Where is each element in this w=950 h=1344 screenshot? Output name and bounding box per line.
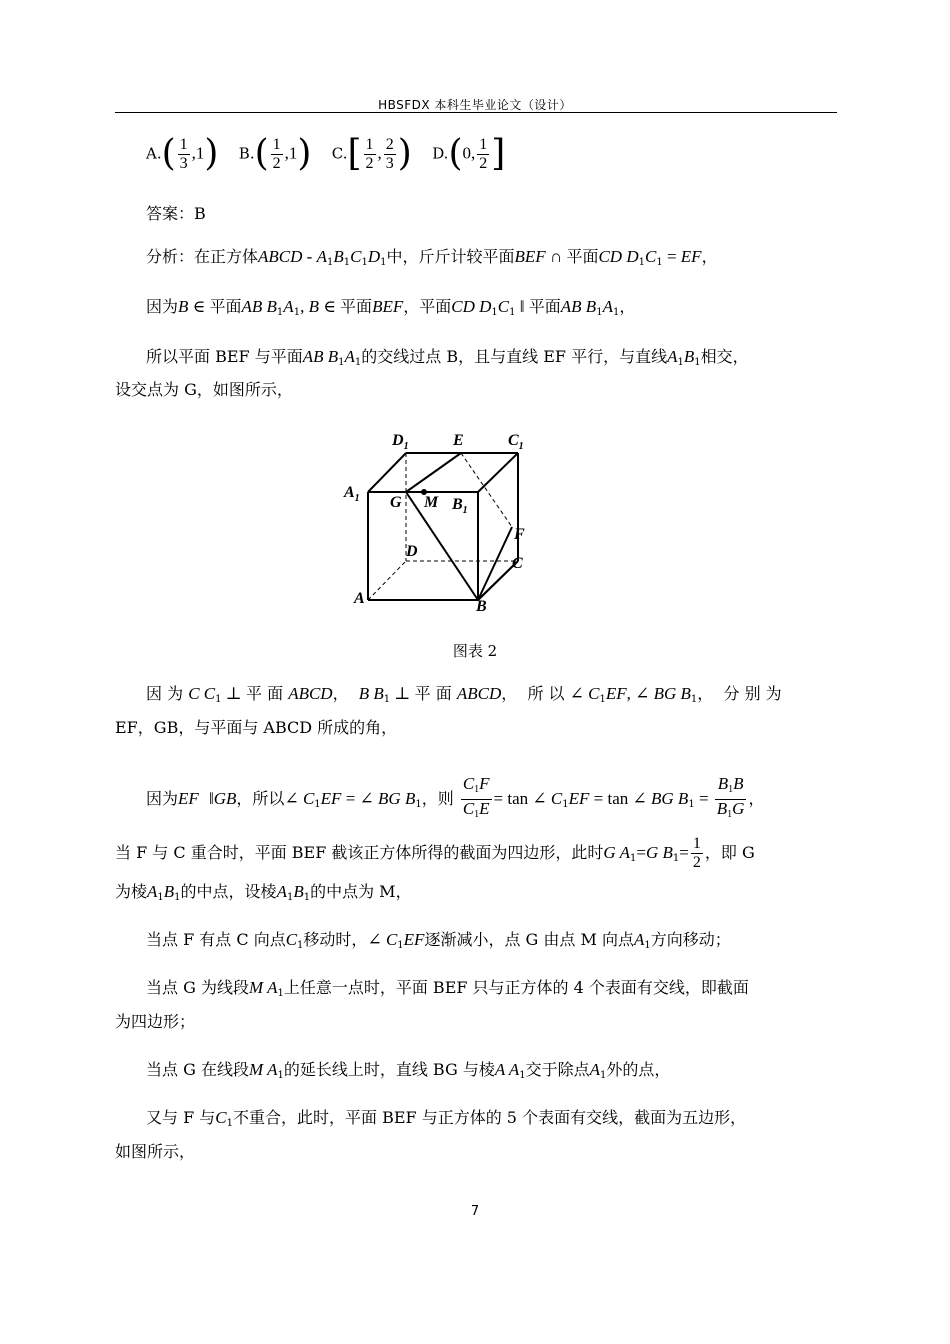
option-a-label: A. xyxy=(146,144,162,163)
header-rule xyxy=(115,112,837,113)
body-line-9: 当点 G 在线段M $A_1$的延长线上时，直线 BG 与棱A $A_1$交于除点$A_1$外的点， xyxy=(146,1060,671,1081)
analysis-line-2: 因为B ∈ 平面AB $B_1A_1$, B ∈ 平面BEF，平面CD $D_1C_1$ ‖ 平面AB $B_1A_1$， xyxy=(146,297,636,318)
label-f: F xyxy=(514,526,525,543)
label-a: A xyxy=(354,590,365,607)
body-line-1: 因 为 C $C_1$ ⊥ 平 面 ABCD， B $B_1$ ⊥ 平 面 ABCD， 所 以 ∠ $C_1EF$, ∠ BG $B_1$， 分 别 为 xyxy=(146,684,782,705)
option-b-fraction: $\frac{1}{2}$ xyxy=(272,135,281,172)
body-line-7: 当点 G 为线段M $A_1$上任意一点时，平面 BEF 只与正方体的 4 个表面有交线，即截面 xyxy=(146,978,749,999)
label-c: C xyxy=(512,555,523,572)
label-d: D xyxy=(406,543,418,560)
option-a-fraction: $\frac{1}{3}$ xyxy=(179,135,188,172)
label-e: E xyxy=(453,432,464,449)
option-c-label: C. xyxy=(331,144,348,163)
label-b: B xyxy=(476,598,487,615)
body-line-5: 为棱$A_1B_1$的中点，设棱$A_1B_1$的中点为 M， xyxy=(115,882,412,903)
label-a1: $A_1$ xyxy=(344,484,360,504)
page-number: 7 xyxy=(470,1204,480,1219)
edge-ad-hidden xyxy=(368,561,406,600)
label-m: M xyxy=(424,494,439,511)
label-d1: $D_1$ xyxy=(392,432,409,452)
body-line-10: 又与 F 与$C_1$不重合，此时，平面 BEF 与正方体的 5 个表面有交线，截面为五边形， xyxy=(146,1108,747,1129)
body-line-8: 为四边形； xyxy=(115,1012,196,1031)
analysis-line-3: 所以平面 BEF 与平面AB $B_1A_1$的交线过点 B，且与直线 EF 平行，与直线$A_1B_1$相交， xyxy=(146,347,749,368)
body-line-6: 当点 F 有点 C 向点$C_1$移动时，∠ $C_1EF$逐渐减小，点 G 由点 M 向点$A_1$方向移动； xyxy=(146,930,731,951)
edge-b1c1 xyxy=(478,453,518,492)
option-d-label: D. xyxy=(432,144,449,163)
line-ge xyxy=(406,453,461,492)
analysis-line-4: 设交点为 G，如图所示， xyxy=(115,380,293,399)
option-b-label: B. xyxy=(238,144,255,163)
answer-line: 答案：B xyxy=(146,204,206,223)
body-line-11: 如图所示， xyxy=(115,1142,196,1161)
label-g: G xyxy=(390,494,402,511)
figure-caption: 图表 2 xyxy=(452,642,498,660)
line-ef-hidden xyxy=(461,453,512,527)
options-line: A.( $\frac{1}{3}$ ,1) B.( $\frac{1}{2}$ ,1) C.[ $\frac{1}{2}$ , $\frac{2}{3}$ ) D.(0, $\frac{1}{2}$ ] xyxy=(146,133,506,174)
body-line-3: 因为EF ‖GB，所以∠ $C_1EF$ = ∠ BG $B_1$，则 $\frac{C_1F}{C_1E}$ = tan ∠ $C_1EF = \tan$ ∠ BG $B_1$ = $\frac{B_1B}{B_1G}$ ， xyxy=(146,774,765,820)
label-b1: $B_1$ xyxy=(452,496,468,516)
cube-figure xyxy=(340,425,540,615)
line-bf xyxy=(478,527,512,600)
page-header: HBSFDX 本科生毕业论文（设计） xyxy=(378,98,572,112)
label-c1: $C_1$ xyxy=(508,432,524,452)
body-line-4: 当 F 与 C 重合时，平面 BEF 截该正方体所得的截面为四边形，此时G $A_1=G$ $B_1=$ $\frac{1}{2}$ ，即 G xyxy=(115,835,755,871)
body-line-2: EF，GB，与平面与 ABCD 所成的角， xyxy=(115,718,398,737)
analysis-line-1: 分析：在正方体ABCD - $A_1B_1C_1D_1$中，斤斤计较平面BEF ∩ 平面CD $D_1C_1$ = EF， xyxy=(146,247,718,268)
edge-a1d1 xyxy=(368,453,406,492)
